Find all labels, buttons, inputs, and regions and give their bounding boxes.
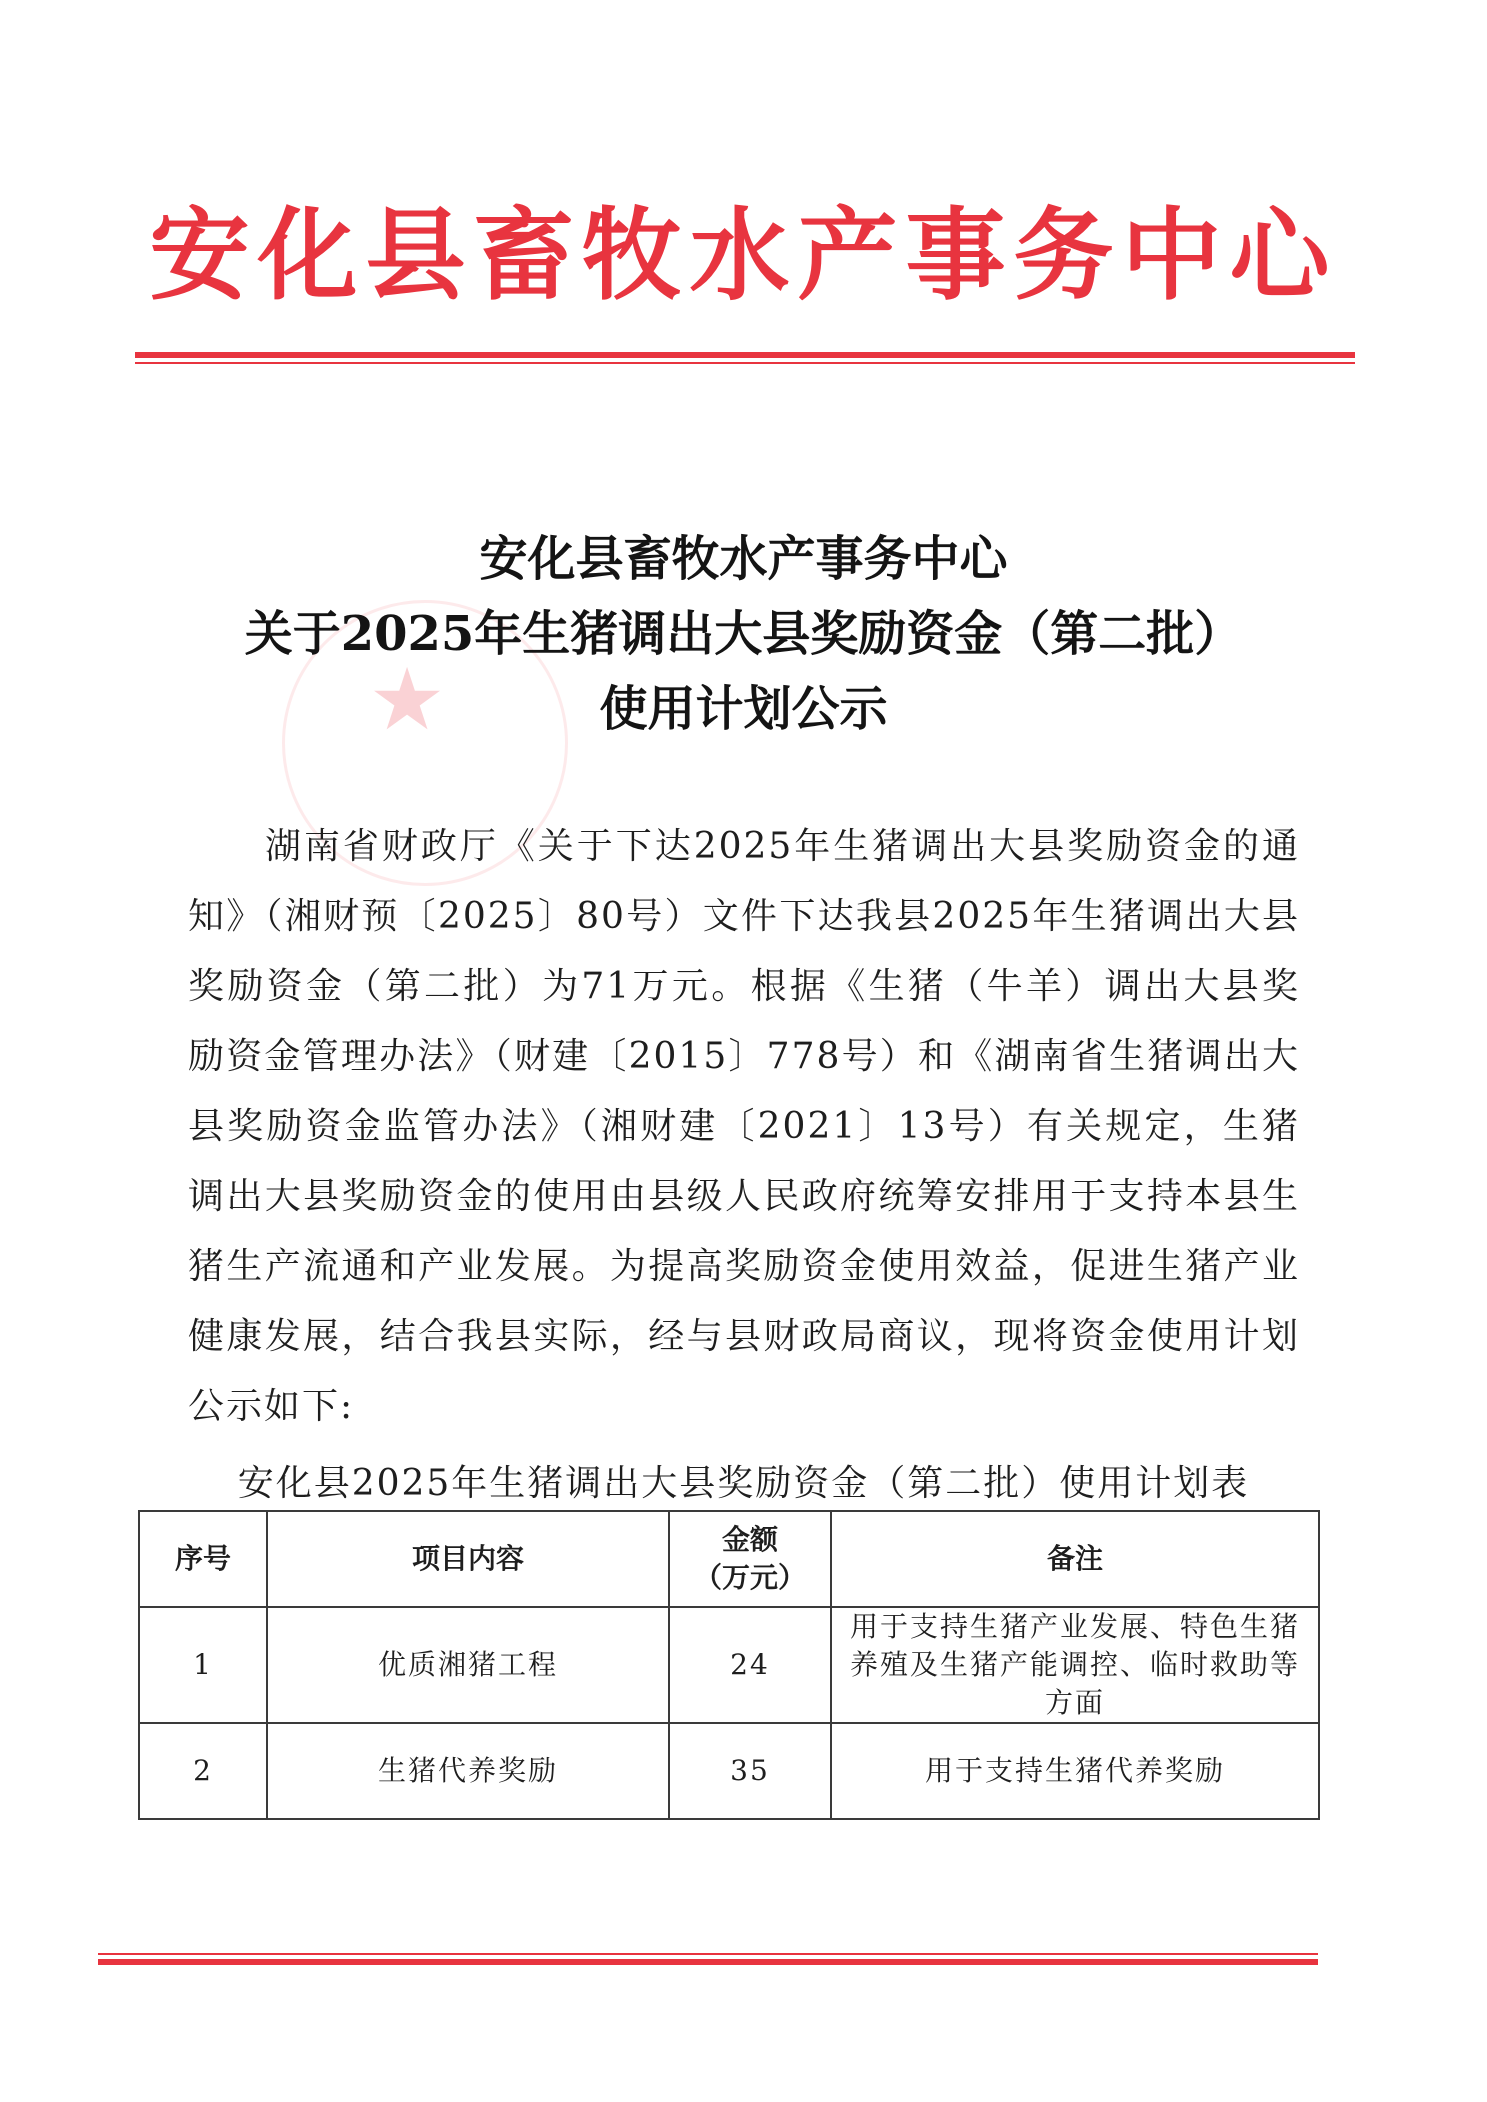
footer-rule-thin [98,1953,1318,1955]
row-note: 用于支持生猪代养奖励 [831,1723,1319,1819]
row-item: 生猪代养奖励 [267,1723,669,1819]
masthead-org-name: 安化县畜牧水产事务中心 [149,196,1338,314]
row-item: 优质湘猪工程 [267,1607,669,1723]
row-amount: 24 [669,1607,831,1723]
header-index: 序号 [139,1511,267,1607]
doc-title-line2: 关于2025年生猪调出大县奖励资金（第二批） [244,606,1243,662]
table-caption: 安化县2025年生猪调出大县奖励资金（第二批）使用计划表 [237,1463,1250,1504]
masthead-rule-thin [135,362,1355,364]
header-amount-line1: 金额 [721,1523,778,1556]
footer-rule-thick [98,1959,1318,1965]
row-index: 2 [139,1723,267,1819]
doc-title-line1: 安化县畜牧水产事务中心 [479,531,1008,587]
seal-star-icon: ★ [368,650,446,750]
masthead-rule-thick [135,352,1355,358]
header-amount-line2: （万元） [693,1561,806,1594]
row-note: 用于支持生猪产业发展、特色生猪养殖及生猪产能调控、临时救助等方面 [831,1607,1319,1723]
header-item: 项目内容 [267,1511,669,1607]
header-amount [669,1511,831,1607]
body-paragraph-text: 湖南省财政厅《关于下达2025年生猪调出大县奖励资金的通知》（湘财预〔2025〕80号）文件下达我县2025年生猪调出大县奖励资金（第二批）为71万元。根据《生猪（牛羊）调出大县奖励资金管理办法》（财建〔2015〕778号）和《湖南省生猪调出大县奖励资金监管办法》（湘财建〔2021〕13号）有关规定，生猪调出大县奖励资金的使用由县级人民政府统筹安排用于支持本县生猪生产流通和产业发展。为提高奖励资金使用效益，促进生猪产业健康发展，结合我县实际，经与县财政局商议，现将资金使用计划公示如下: [188,826,1300,1427]
doc-title-line3: 使用计划公示 [599,681,888,737]
table-header-row [139,1511,1319,1607]
row-amount: 35 [669,1723,831,1819]
fund-plan-table [138,1510,1320,1820]
body-paragraph [188,812,1300,1442]
header-note: 备注 [831,1511,1319,1607]
table-row [139,1607,1319,1723]
row-index: 1 [139,1607,267,1723]
table-row [139,1723,1319,1819]
